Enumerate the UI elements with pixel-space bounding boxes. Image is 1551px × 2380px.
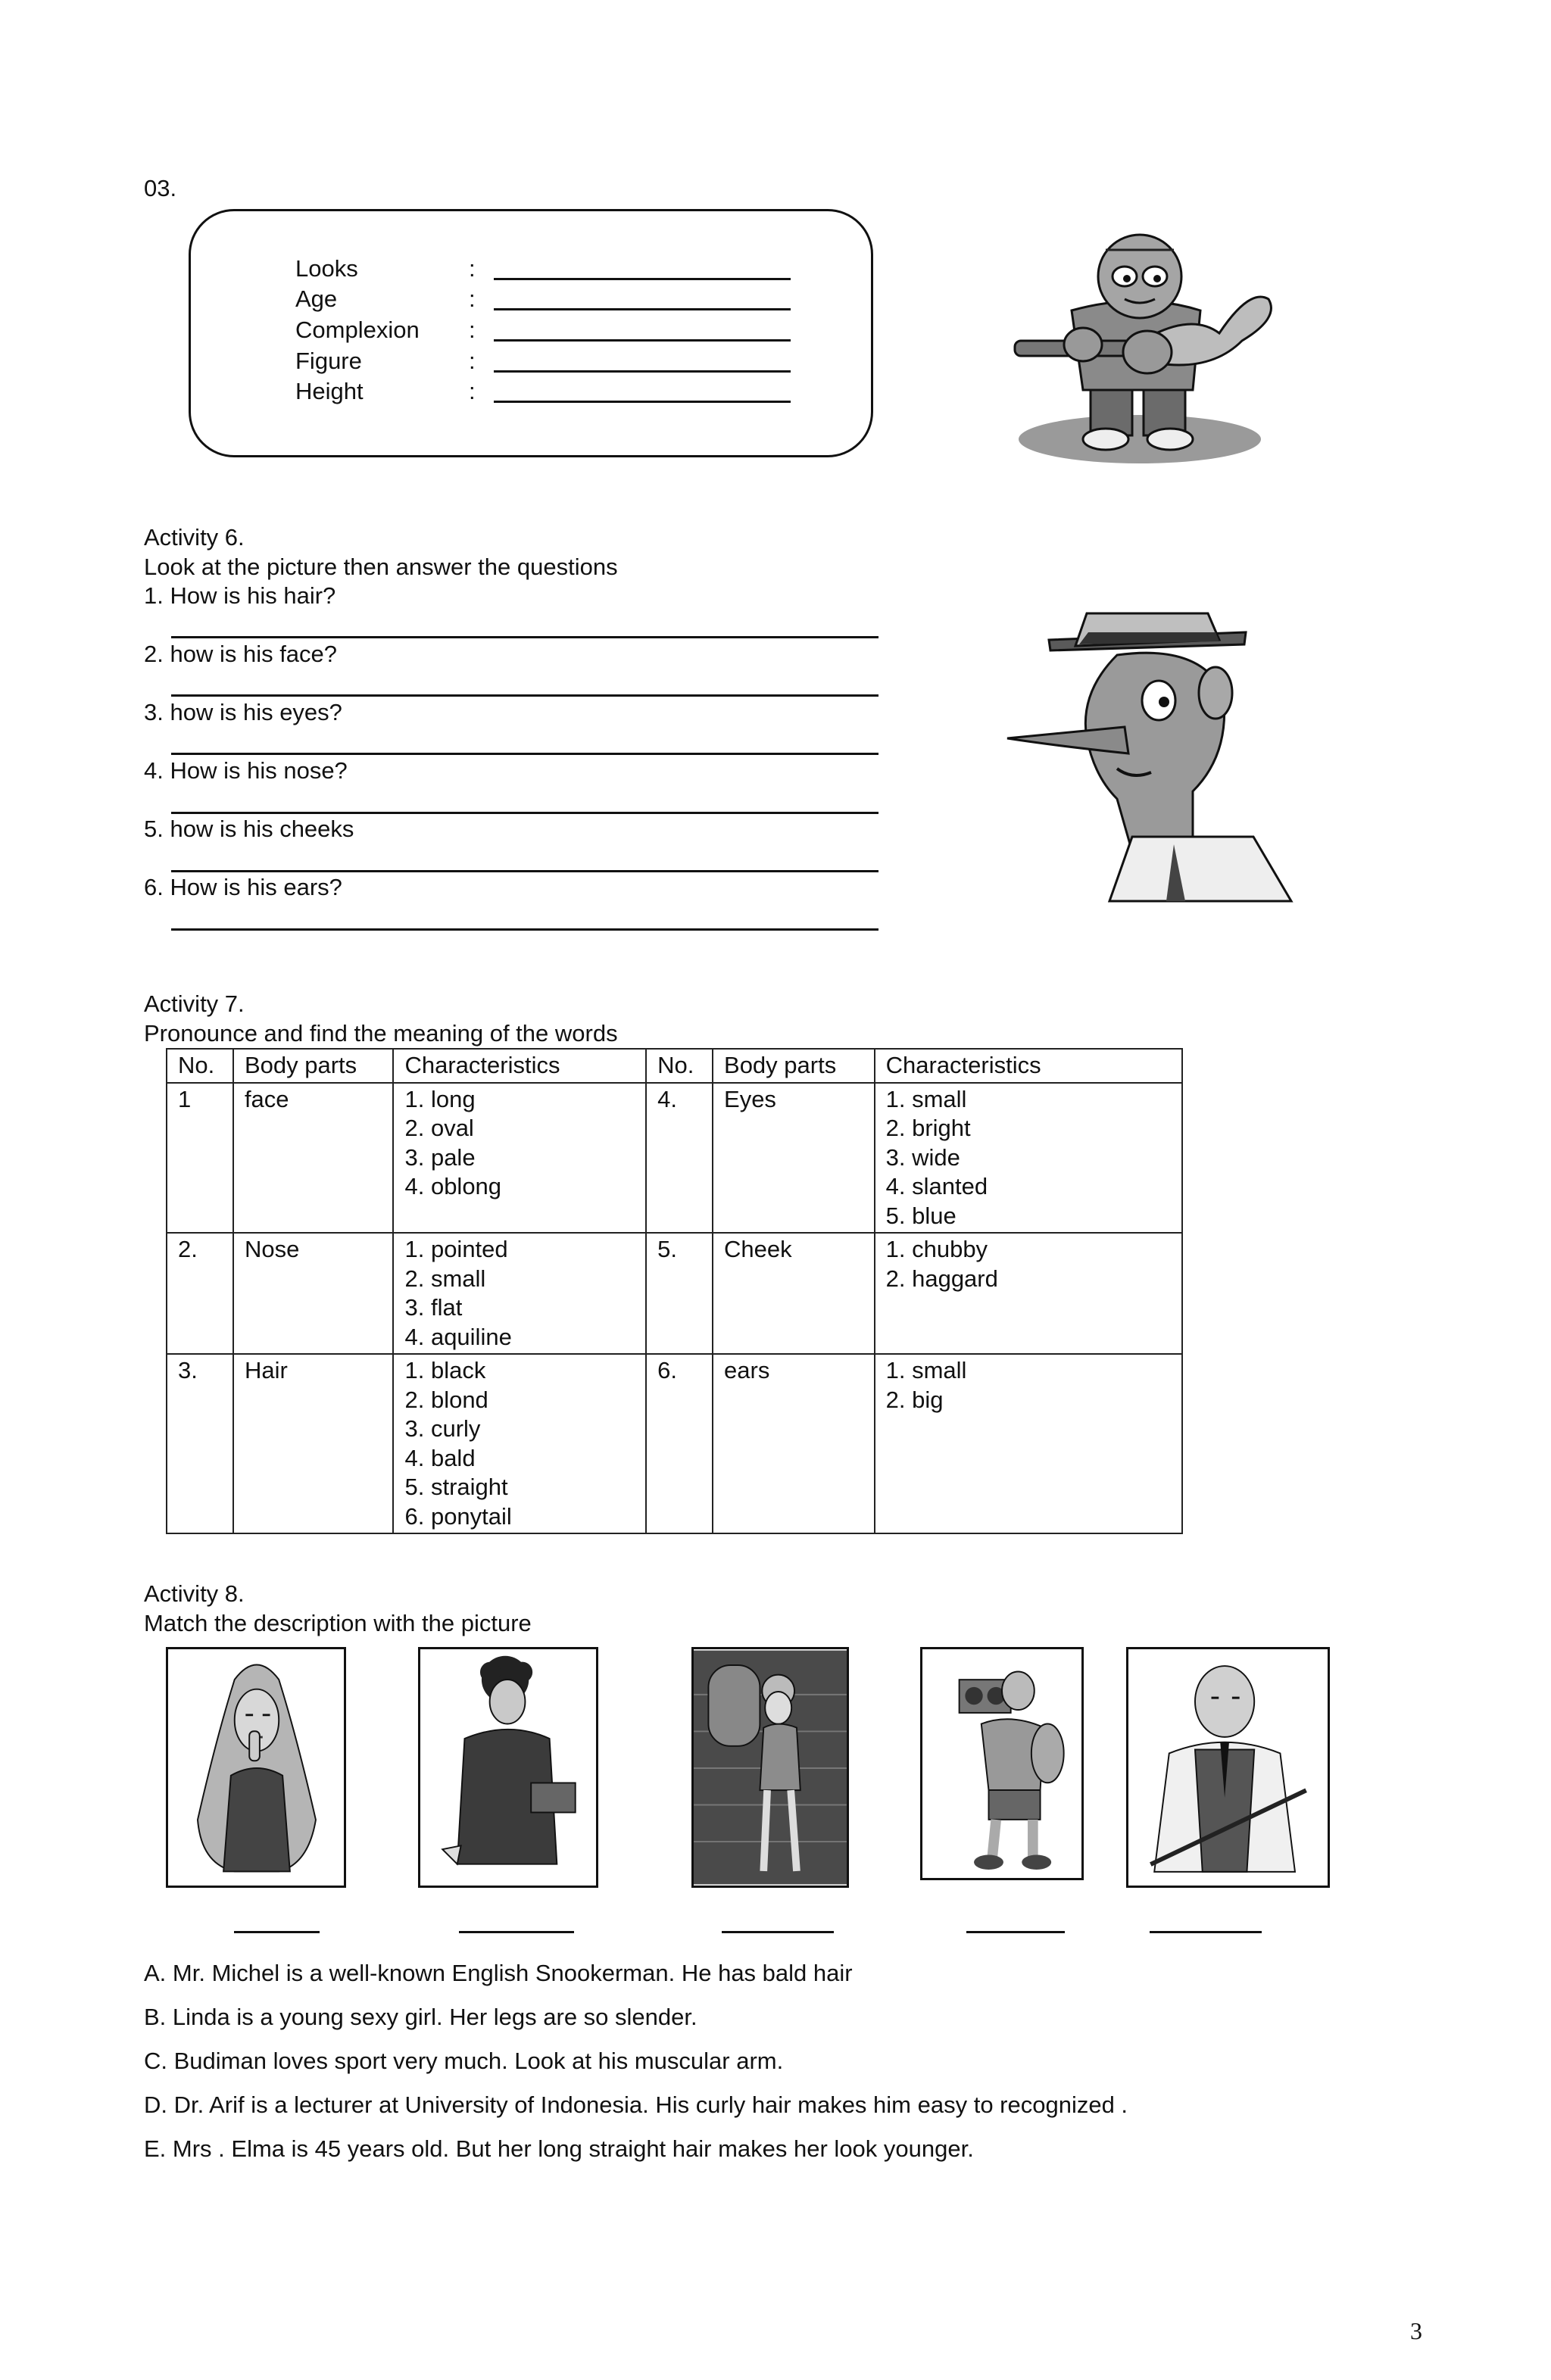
question-1: 1. How is his hair? <box>144 582 336 609</box>
answer-blank[interactable] <box>494 370 791 373</box>
characteristic: 2. big <box>885 1386 944 1413</box>
description-b: B. Linda is a young sexy girl. Her legs are so slender. <box>144 2004 697 2030</box>
question-5: 5. how is his cheeks <box>144 816 354 842</box>
row-number: 5. <box>646 1233 713 1354</box>
question-4: 4. How is his nose? <box>144 757 348 784</box>
match-blank-2[interactable] <box>459 1931 574 1933</box>
characteristics-cell <box>393 1354 646 1533</box>
match-blank-4[interactable] <box>966 1931 1065 1933</box>
header-cell: No. <box>646 1049 713 1083</box>
characteristic: 5. straight <box>404 1474 508 1500</box>
description-form-box <box>189 209 873 457</box>
form-row-looks: Looks : <box>295 255 825 285</box>
characteristic: 4. aquiline <box>404 1323 512 1350</box>
characteristics-cell <box>875 1354 1182 1533</box>
characteristic: 1. small <box>885 1357 967 1383</box>
slender-girl-icon <box>694 1649 847 1886</box>
form-row-age: Age : <box>295 285 825 316</box>
form-label: Looks <box>295 255 358 282</box>
activity7-instruction: Pronounce and find the meaning of the words <box>144 1020 618 1047</box>
answer-line-2[interactable] <box>171 694 878 697</box>
row-number: 3. <box>167 1354 233 1533</box>
picture-long-hair-woman <box>166 1647 346 1888</box>
header-cell: No. <box>167 1049 233 1083</box>
strong-boy-illustration <box>1000 220 1287 469</box>
characteristic: 1. black <box>404 1357 486 1383</box>
body-part: Hair <box>233 1354 394 1533</box>
row-number: 1 <box>167 1083 233 1234</box>
characteristic: 4. oblong <box>404 1173 502 1199</box>
characteristic: 3. flat <box>404 1294 463 1321</box>
question-3: 3. how is his eyes? <box>144 699 342 725</box>
activity6-instruction: Look at the picture then answer the questions <box>144 554 618 580</box>
table-row <box>167 1083 1182 1234</box>
picture-slender-girl <box>691 1647 849 1888</box>
activity7-title: Activity 7. <box>144 990 245 1017</box>
table-row <box>167 1354 1182 1533</box>
characteristic: 3. wide <box>885 1143 960 1171</box>
characteristic: 2. blond <box>404 1386 488 1413</box>
characteristic: 1. pointed <box>404 1236 508 1262</box>
characteristic: 2. bright <box>885 1115 971 1141</box>
answer-line-3[interactable] <box>171 753 878 755</box>
question-6: 6. How is his ears? <box>144 874 342 900</box>
body-part: Cheek <box>713 1233 875 1354</box>
question-2: 2. how is his face? <box>144 641 338 667</box>
body-part: Eyes <box>713 1083 875 1234</box>
body-part: Nose <box>233 1233 394 1354</box>
match-blank-1[interactable] <box>234 1931 320 1933</box>
header-cell: Body parts <box>713 1049 875 1083</box>
answer-blank[interactable] <box>494 401 791 403</box>
activity6-title: Activity 6. <box>144 524 245 551</box>
match-blank-3[interactable] <box>722 1931 834 1933</box>
characteristics-cell <box>393 1083 646 1234</box>
characteristic: 4. slanted <box>885 1173 988 1199</box>
row-number: 4. <box>646 1083 713 1234</box>
long-hair-woman-icon <box>168 1649 344 1886</box>
section-number: 03. <box>144 175 177 201</box>
characteristic: 1. long <box>404 1085 476 1112</box>
row-number: 2. <box>167 1233 233 1354</box>
answer-line-1[interactable] <box>171 636 878 638</box>
header-cell: Body parts <box>233 1049 394 1083</box>
row-number: 6. <box>646 1354 713 1533</box>
activity8-instruction: Match the description with the picture <box>144 1610 532 1636</box>
characteristic: 2. small <box>404 1265 486 1292</box>
answer-blank[interactable] <box>494 339 791 342</box>
characteristic: 4. bald <box>404 1444 476 1471</box>
characteristic: 1. chubby <box>885 1236 988 1262</box>
description-c: C. Budiman loves sport very much. Look at his muscular arm. <box>144 2048 784 2074</box>
answer-blank[interactable] <box>494 278 791 280</box>
picture-bald-man <box>1126 1647 1330 1888</box>
characteristic: 3. pale <box>404 1143 476 1171</box>
form-label: Complexion <box>295 317 420 343</box>
body-part: face <box>233 1083 394 1234</box>
characteristic: 2. haggard <box>885 1265 998 1292</box>
characteristic: 3. curly <box>404 1415 481 1442</box>
answer-line-4[interactable] <box>171 812 878 814</box>
bald-man-icon <box>1128 1649 1328 1886</box>
description-a: A. Mr. Michel is a well-known English Snookerman. He has bald hair <box>144 1960 853 1986</box>
characteristics-cell <box>875 1233 1182 1354</box>
page-number: 3 <box>1410 2317 1422 2344</box>
characteristics-cell <box>393 1233 646 1354</box>
header-cell: Characteristics <box>875 1049 1182 1083</box>
picture-curly-hair-man <box>418 1647 598 1888</box>
description-d: D. Dr. Arif is a lecturer at University of Indonesia. His curly hair makes him easy to recognized . <box>144 2091 1128 2118</box>
answer-line-6[interactable] <box>171 928 878 931</box>
form-label: Figure <box>295 348 362 374</box>
form-label: Age <box>295 285 338 312</box>
muscular-man-icon <box>922 1649 1081 1878</box>
match-blank-5[interactable] <box>1150 1931 1262 1933</box>
picture-muscular-man <box>920 1647 1084 1880</box>
curly-hair-man-icon <box>420 1649 596 1886</box>
header-cell: Characteristics <box>393 1049 646 1083</box>
table-row <box>167 1233 1182 1354</box>
characteristic: 2. oval <box>404 1115 474 1141</box>
man-with-hat-illustration <box>1003 610 1299 905</box>
characteristic: 6. ponytail <box>404 1502 512 1530</box>
characteristic: 1. small <box>885 1085 967 1112</box>
vocabulary-table <box>166 1048 1183 1534</box>
form-label: Height <box>295 378 364 404</box>
description-e: E. Mrs . Elma is 45 years old. But her long straight hair makes her look younger. <box>144 2135 974 2162</box>
characteristics-cell <box>875 1083 1182 1234</box>
form-row-figure: Figure : <box>295 348 825 378</box>
answer-blank[interactable] <box>494 308 791 310</box>
form-row-height: Height : <box>295 378 825 408</box>
answer-line-5[interactable] <box>171 870 878 872</box>
form-row-complexion: Complexion : <box>295 317 825 347</box>
body-part: ears <box>713 1354 875 1533</box>
table-header-row <box>167 1049 1182 1083</box>
characteristic: 5. blue <box>885 1202 957 1229</box>
activity8-title: Activity 8. <box>144 1580 245 1607</box>
